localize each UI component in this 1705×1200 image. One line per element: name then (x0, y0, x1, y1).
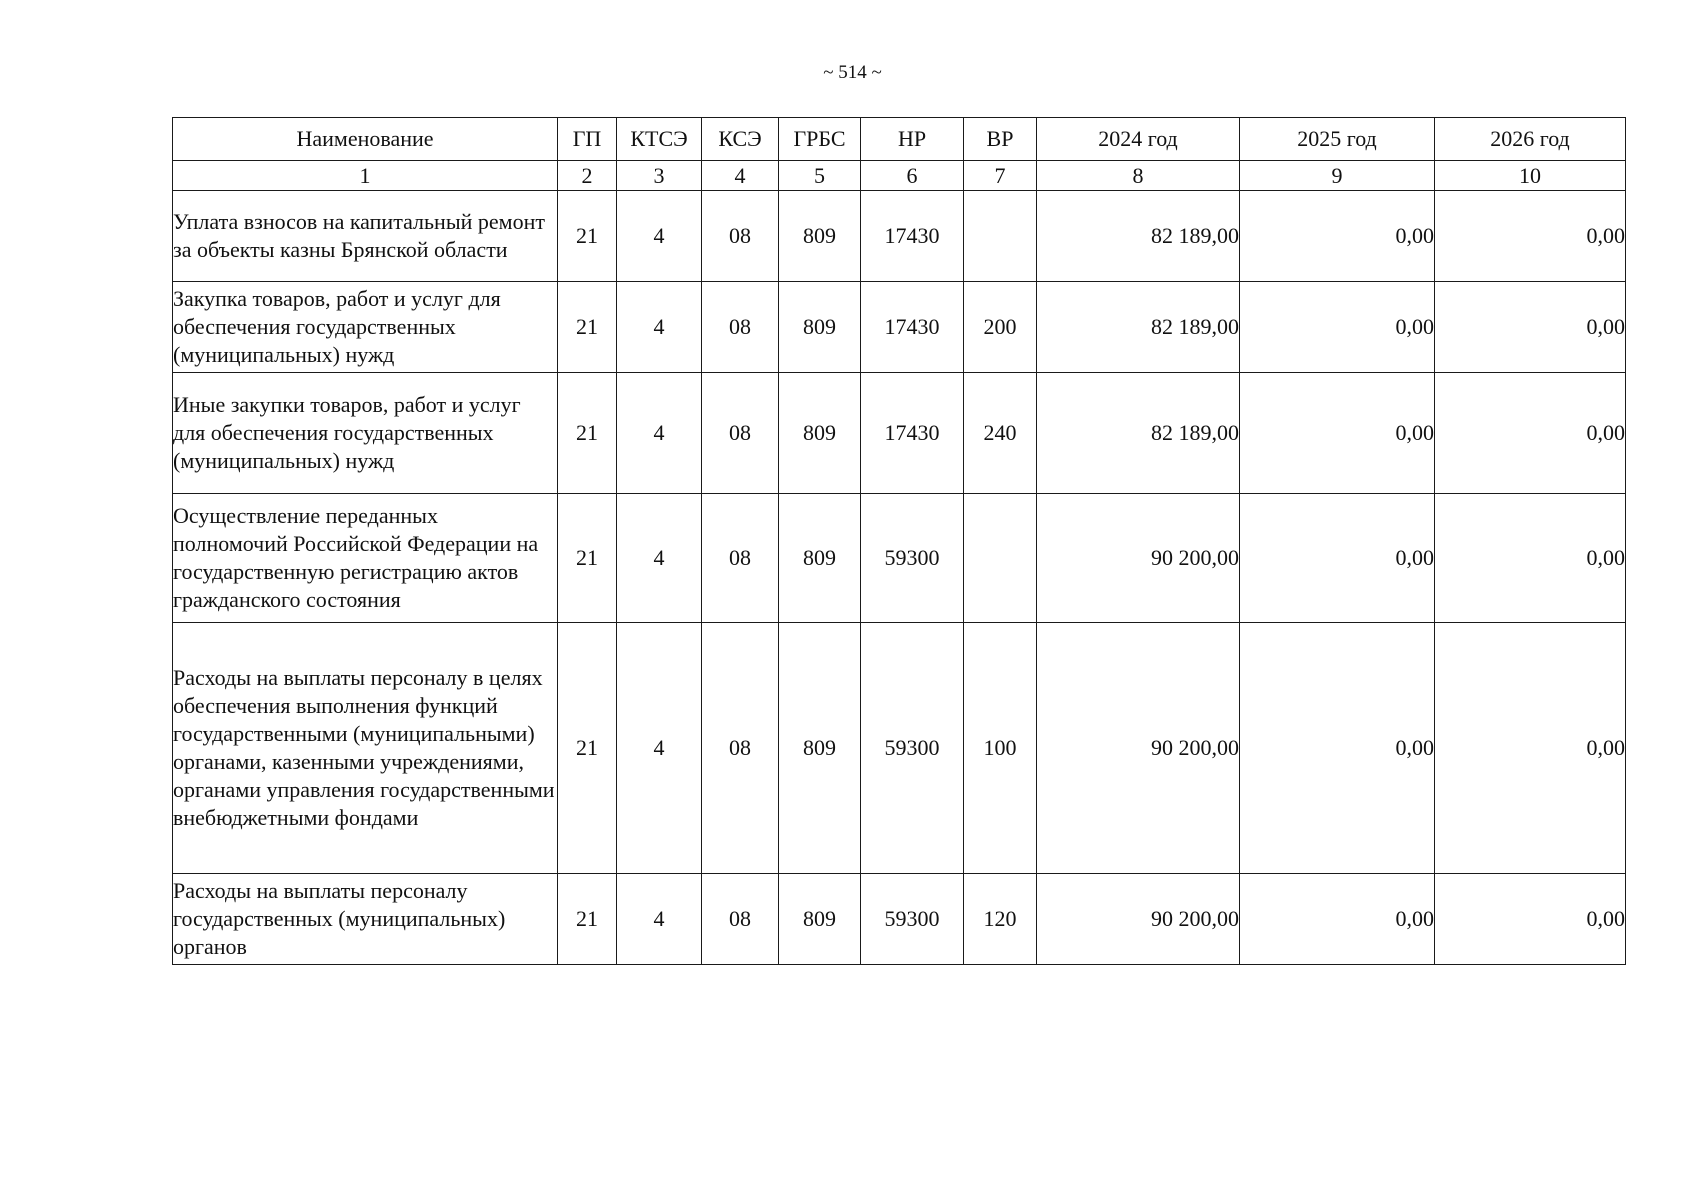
row-gp: 21 (558, 874, 617, 965)
column-number: 5 (779, 161, 861, 191)
row-2024: 90 200,00 (1037, 874, 1240, 965)
row-ktse: 4 (617, 282, 702, 373)
row-2024: 90 200,00 (1037, 494, 1240, 623)
header-2026: 2026 год (1435, 118, 1626, 161)
header-2024: 2024 год (1037, 118, 1240, 161)
row-2026: 0,00 (1435, 191, 1626, 282)
header-grbs: ГРБС (779, 118, 861, 161)
row-grbs: 809 (779, 494, 861, 623)
table-row (173, 373, 1626, 494)
page-number: ~ 514 ~ (823, 62, 882, 83)
header-kse: КСЭ (702, 118, 779, 161)
header-vr: ВР (964, 118, 1037, 161)
column-number: 7 (964, 161, 1037, 191)
header-2025: 2025 год (1240, 118, 1435, 161)
table-header-row (173, 118, 1626, 161)
row-grbs: 809 (779, 191, 861, 282)
row-name: Закупка товаров, работ и услуг для обеспечения государственных (муниципальных) нужд (173, 282, 558, 373)
row-2024: 82 189,00 (1037, 282, 1240, 373)
row-2025: 0,00 (1240, 494, 1435, 623)
row-2026: 0,00 (1435, 282, 1626, 373)
row-2025: 0,00 (1240, 282, 1435, 373)
row-name: Осуществление переданных полномочий Российской Федерации на государственную регистрацию актов гражданского состояния (173, 494, 558, 623)
row-grbs: 809 (779, 282, 861, 373)
row-kse: 08 (702, 282, 779, 373)
row-ktse: 4 (617, 623, 702, 874)
row-vr (964, 494, 1037, 623)
row-2024: 82 189,00 (1037, 191, 1240, 282)
row-2026: 0,00 (1435, 874, 1626, 965)
row-ktse: 4 (617, 373, 702, 494)
column-number: 6 (861, 161, 964, 191)
row-kse: 08 (702, 494, 779, 623)
header-nr: НР (861, 118, 964, 161)
row-gp: 21 (558, 282, 617, 373)
row-ktse: 4 (617, 494, 702, 623)
row-nr: 59300 (861, 623, 964, 874)
row-2026: 0,00 (1435, 373, 1626, 494)
row-grbs: 809 (779, 874, 861, 965)
row-nr: 59300 (861, 874, 964, 965)
table-row (173, 282, 1626, 373)
row-2024: 90 200,00 (1037, 623, 1240, 874)
row-kse: 08 (702, 623, 779, 874)
table-row (173, 494, 1626, 623)
row-kse: 08 (702, 191, 779, 282)
table-row (173, 874, 1626, 965)
row-ktse: 4 (617, 874, 702, 965)
header-gp: ГП (558, 118, 617, 161)
row-2024: 82 189,00 (1037, 373, 1240, 494)
column-number: 8 (1037, 161, 1240, 191)
row-gp: 21 (558, 373, 617, 494)
column-number: 4 (702, 161, 779, 191)
budget-table (172, 117, 1626, 965)
row-kse: 08 (702, 373, 779, 494)
row-vr: 200 (964, 282, 1037, 373)
row-nr: 17430 (861, 373, 964, 494)
row-2025: 0,00 (1240, 191, 1435, 282)
row-vr (964, 191, 1037, 282)
row-2025: 0,00 (1240, 373, 1435, 494)
row-nr: 59300 (861, 494, 964, 623)
row-2026: 0,00 (1435, 494, 1626, 623)
column-number: 9 (1240, 161, 1435, 191)
row-grbs: 809 (779, 373, 861, 494)
row-vr: 240 (964, 373, 1037, 494)
header-ktse: КТСЭ (617, 118, 702, 161)
column-number: 2 (558, 161, 617, 191)
row-name: Расходы на выплаты персоналу государственных (муниципальных) органов (173, 874, 558, 965)
header-name: Наименование (173, 118, 558, 161)
table-row (173, 623, 1626, 874)
row-2025: 0,00 (1240, 874, 1435, 965)
row-grbs: 809 (779, 623, 861, 874)
row-gp: 21 (558, 623, 617, 874)
row-nr: 17430 (861, 191, 964, 282)
column-number: 3 (617, 161, 702, 191)
column-number: 1 (173, 161, 558, 191)
row-gp: 21 (558, 191, 617, 282)
table-row (173, 191, 1626, 282)
row-name: Уплата взносов на капитальный ремонт за объекты казны Брянской области (173, 191, 558, 282)
row-gp: 21 (558, 494, 617, 623)
row-vr: 120 (964, 874, 1037, 965)
row-name: Расходы на выплаты персоналу в целях обеспечения выполнения функций государственными (муниципальными) органами, казенными учреждениями, органами управления государственными внебюджетными фондами (173, 623, 558, 874)
row-vr: 100 (964, 623, 1037, 874)
column-number: 10 (1435, 161, 1626, 191)
row-ktse: 4 (617, 191, 702, 282)
row-2026: 0,00 (1435, 623, 1626, 874)
row-kse: 08 (702, 874, 779, 965)
row-name: Иные закупки товаров, работ и услуг для обеспечения государственных (муниципальных) нужд (173, 373, 558, 494)
row-nr: 17430 (861, 282, 964, 373)
row-2025: 0,00 (1240, 623, 1435, 874)
column-number-row (173, 161, 1626, 191)
